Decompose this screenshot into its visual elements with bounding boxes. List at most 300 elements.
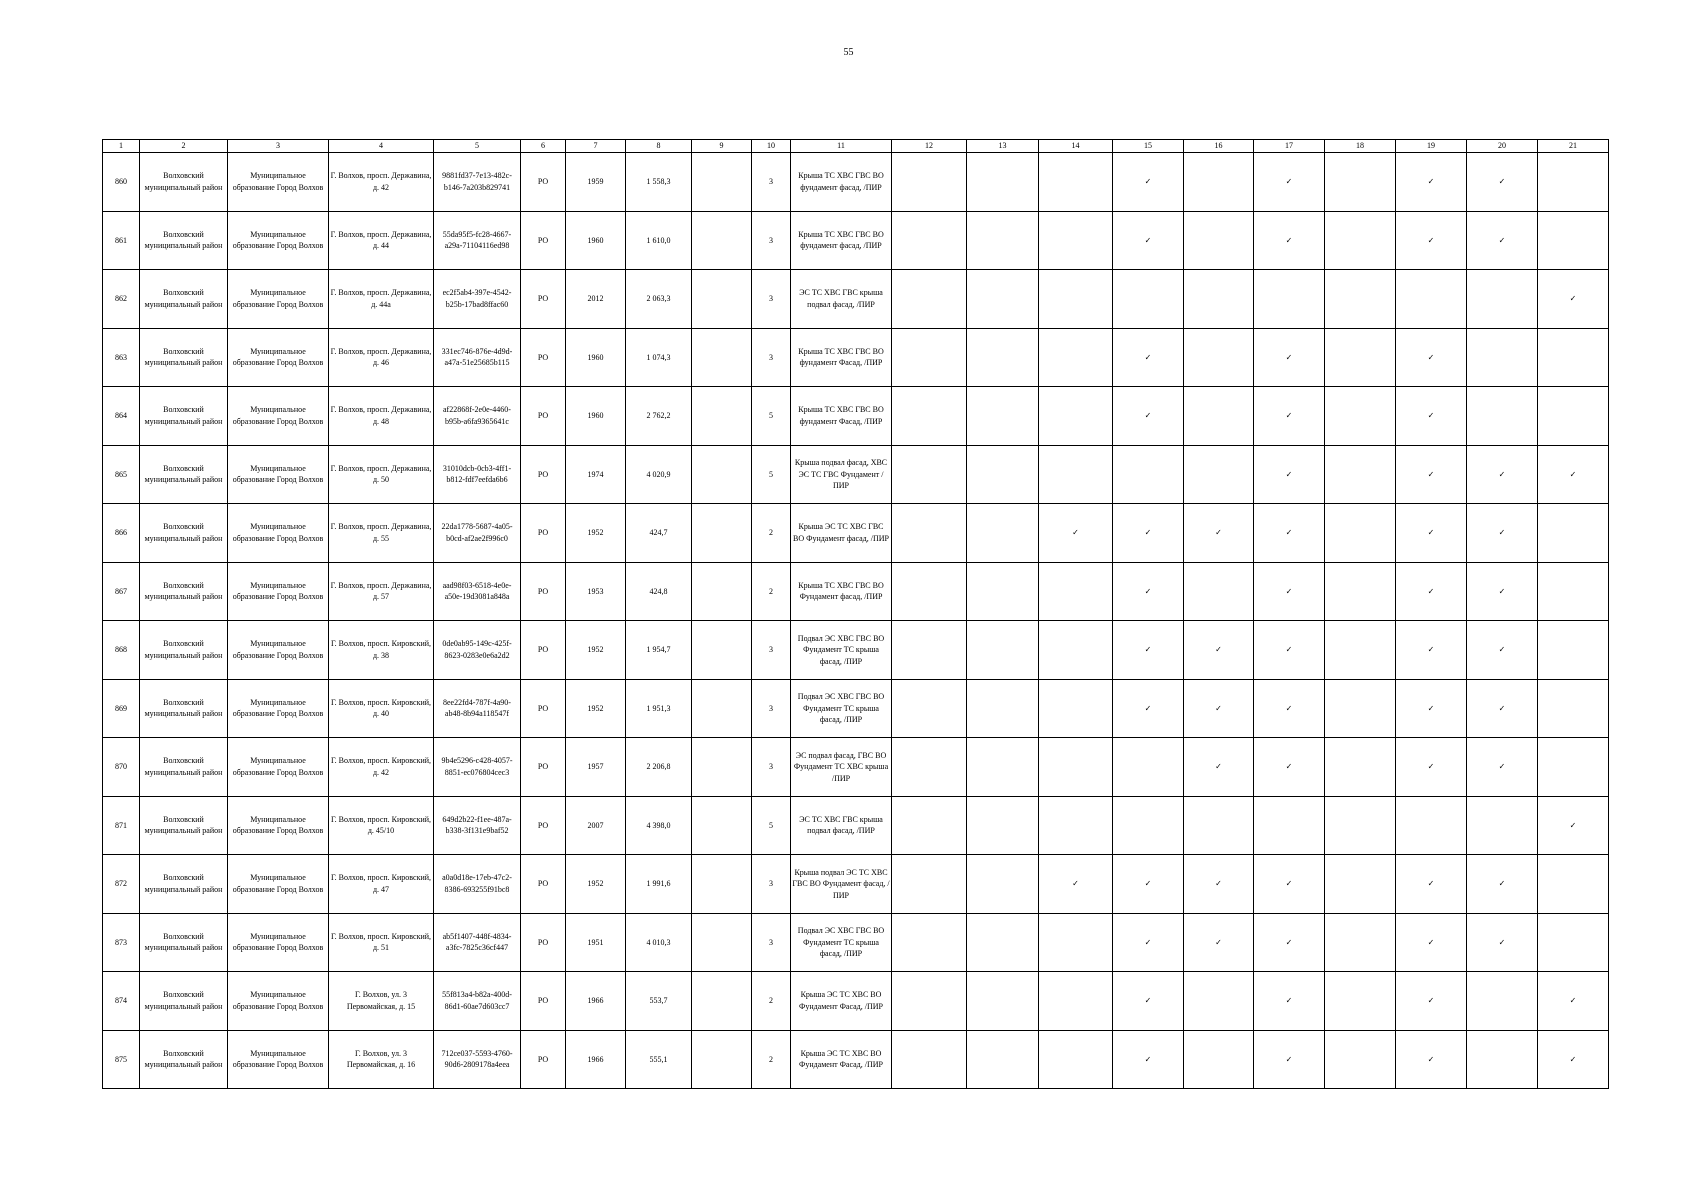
column-17-cell — [1254, 738, 1325, 797]
column-9-cell — [692, 270, 752, 329]
column-12-cell — [892, 387, 967, 446]
column-19-cell — [1396, 796, 1467, 855]
ownership-cell: РО — [521, 211, 566, 270]
column-13-cell — [967, 445, 1039, 504]
check-mark-icon: ✓ — [1144, 1054, 1152, 1064]
column-12-cell — [892, 796, 967, 855]
municipality-cell: Муниципальное образование Город Волхов — [228, 796, 329, 855]
year-cell: 2012 — [566, 270, 626, 329]
column-21-cell — [1538, 913, 1609, 972]
check-mark-icon: ✓ — [1215, 528, 1222, 537]
floors-cell: 2 — [752, 562, 791, 621]
guid-cell: 8ee22fd4-787f-4a90-ab48-8b94a118547f — [434, 679, 521, 738]
column-21-cell — [1538, 153, 1609, 212]
works-cell: Крыша ЭС ТС ХВС ВО Фундамент Фасад, /ПИР — [791, 972, 892, 1031]
column-21-cell — [1538, 621, 1609, 680]
column-9-cell — [692, 445, 752, 504]
guid-cell: 331ec746-876e-4d9d-a47a-51e25685b115 — [434, 328, 521, 387]
check-mark-icon: ✓ — [1285, 177, 1293, 186]
column-header-11: 11 — [791, 140, 892, 153]
ownership-cell: РО — [521, 445, 566, 504]
column-15-cell — [1113, 211, 1184, 270]
check-mark-icon: ✓ — [1144, 235, 1152, 245]
column-17-cell — [1254, 972, 1325, 1031]
municipality-cell: Муниципальное образование Город Волхов — [228, 504, 329, 563]
column-17-cell — [1254, 270, 1325, 329]
table-row — [103, 1030, 1609, 1089]
district-cell: Волховский муниципальный район — [140, 972, 228, 1031]
column-19-cell — [1396, 504, 1467, 563]
row-number-cell: 871 — [103, 796, 140, 855]
table-row — [103, 328, 1609, 387]
column-20-cell — [1467, 504, 1538, 563]
column-18-cell — [1325, 562, 1396, 621]
column-17-cell — [1254, 562, 1325, 621]
column-17-cell — [1254, 153, 1325, 212]
column-17-cell — [1254, 679, 1325, 738]
district-cell: Волховский муниципальный район — [140, 504, 228, 563]
table-row — [103, 562, 1609, 621]
buildings-table — [102, 139, 1609, 1089]
address-cell: Г. Волхов, просп. Державина, д. 57 — [329, 562, 434, 621]
table-body — [103, 153, 1609, 1089]
column-19-cell — [1396, 445, 1467, 504]
column-13-cell — [967, 796, 1039, 855]
check-mark-icon: ✓ — [1215, 937, 1222, 947]
check-mark-icon: ✓ — [1072, 528, 1079, 537]
column-12-cell — [892, 504, 967, 563]
column-14-cell — [1039, 211, 1113, 270]
guid-cell: aad98f03-6518-4e0e-a50e-19d3081a848a — [434, 562, 521, 621]
column-21-cell — [1538, 1030, 1609, 1089]
guid-cell: 649d2b22-f1ee-487a-b338-3f131e9baf52 — [434, 796, 521, 855]
year-cell: 1952 — [566, 504, 626, 563]
area-cell: 555,1 — [626, 1030, 692, 1089]
ownership-cell: РО — [521, 679, 566, 738]
column-16-cell — [1184, 270, 1254, 329]
works-cell: Крыша ТС ХВС ГВС ВО фундамент Фасад, /ПИР — [791, 387, 892, 446]
column-9-cell — [692, 621, 752, 680]
column-19-cell — [1396, 621, 1467, 680]
works-cell: Крыша подвал фасад, ХВС ЭС ТС ГВС Фундамент /ПИР — [791, 445, 892, 504]
row-number-cell: 861 — [103, 211, 140, 270]
check-mark-icon: ✓ — [1569, 820, 1577, 830]
column-13-cell — [967, 562, 1039, 621]
floors-cell: 3 — [752, 211, 791, 270]
table-row — [103, 445, 1609, 504]
address-cell: Г. Волхов, просп. Кировский, д. 38 — [329, 621, 434, 680]
guid-cell: 0de0ab95-149c-425f-8623-0283e0e6a2d2 — [434, 621, 521, 680]
column-header-17: 17 — [1254, 140, 1325, 153]
column-15-cell — [1113, 913, 1184, 972]
check-mark-icon: ✓ — [1498, 879, 1506, 888]
year-cell: 1966 — [566, 972, 626, 1031]
column-19-cell — [1396, 562, 1467, 621]
column-16-cell — [1184, 445, 1254, 504]
column-15-cell — [1113, 855, 1184, 914]
column-20-cell — [1467, 328, 1538, 387]
column-14-cell — [1039, 270, 1113, 329]
district-cell: Волховский муниципальный район — [140, 855, 228, 914]
area-cell: 553,7 — [626, 972, 692, 1031]
works-cell: Подвал ЭС ХВС ГВС ВО Фундамент ТС крыша фасад, /ПИР — [791, 621, 892, 680]
check-mark-icon: ✓ — [1285, 703, 1293, 713]
column-9-cell — [692, 738, 752, 797]
check-mark-icon: ✓ — [1427, 352, 1435, 362]
check-mark-icon: ✓ — [1427, 1054, 1435, 1064]
municipality-cell: Муниципальное образование Город Волхов — [228, 328, 329, 387]
municipality-cell: Муниципальное образование Город Волхов — [228, 153, 329, 212]
check-mark-icon: ✓ — [1285, 528, 1293, 537]
column-12-cell — [892, 972, 967, 1031]
column-13-cell — [967, 270, 1039, 329]
column-20-cell — [1467, 796, 1538, 855]
row-number-cell: 870 — [103, 738, 140, 797]
column-14-cell — [1039, 328, 1113, 387]
column-15-cell — [1113, 270, 1184, 329]
column-header-3: 3 — [228, 140, 329, 153]
column-9-cell — [692, 679, 752, 738]
column-9-cell — [692, 855, 752, 914]
column-13-cell — [967, 153, 1039, 212]
district-cell: Волховский муниципальный район — [140, 328, 228, 387]
column-9-cell — [692, 972, 752, 1031]
column-12-cell — [892, 211, 967, 270]
check-mark-icon: ✓ — [1144, 528, 1152, 537]
column-9-cell — [692, 328, 752, 387]
column-20-cell — [1467, 621, 1538, 680]
row-number-cell: 868 — [103, 621, 140, 680]
check-mark-icon: ✓ — [1427, 528, 1435, 537]
ownership-cell: РО — [521, 738, 566, 797]
district-cell: Волховский муниципальный район — [140, 621, 228, 680]
area-cell: 1 991,6 — [626, 855, 692, 914]
column-13-cell — [967, 504, 1039, 563]
column-9-cell — [692, 796, 752, 855]
check-mark-icon: ✓ — [1498, 937, 1506, 947]
column-14-cell — [1039, 387, 1113, 446]
column-17-cell — [1254, 211, 1325, 270]
district-cell: Волховский муниципальный район — [140, 679, 228, 738]
column-18-cell — [1325, 913, 1396, 972]
works-cell: Крыша ТС ХВС ГВС ВО фундамент фасад, /ПИР — [791, 153, 892, 212]
column-16-cell — [1184, 211, 1254, 270]
check-mark-icon: ✓ — [1427, 703, 1435, 713]
floors-cell: 3 — [752, 913, 791, 972]
check-mark-icon: ✓ — [1144, 703, 1152, 713]
area-cell: 424,7 — [626, 504, 692, 563]
check-mark-icon: ✓ — [1144, 352, 1152, 362]
district-cell: Волховский муниципальный район — [140, 270, 228, 329]
ownership-cell: РО — [521, 270, 566, 329]
table-row — [103, 738, 1609, 797]
column-9-cell — [692, 153, 752, 212]
column-12-cell — [892, 562, 967, 621]
area-cell: 2 762,2 — [626, 387, 692, 446]
column-17-cell — [1254, 445, 1325, 504]
column-14-cell — [1039, 972, 1113, 1031]
ownership-cell: РО — [521, 504, 566, 563]
address-cell: Г. Волхов, просп. Державина, д. 42 — [329, 153, 434, 212]
check-mark-icon: ✓ — [1569, 996, 1577, 1005]
column-21-cell — [1538, 679, 1609, 738]
ownership-cell: РО — [521, 913, 566, 972]
column-19-cell — [1396, 738, 1467, 797]
check-mark-icon: ✓ — [1498, 177, 1506, 186]
check-mark-icon: ✓ — [1427, 586, 1435, 596]
check-mark-icon: ✓ — [1427, 879, 1435, 888]
works-cell: Крыша подвал ЭС ТС ХВС ГВС ВО Фундамент фасад, /ПИР — [791, 855, 892, 914]
column-20-cell — [1467, 153, 1538, 212]
column-16-cell — [1184, 855, 1254, 914]
year-cell: 1953 — [566, 562, 626, 621]
column-14-cell — [1039, 913, 1113, 972]
column-21-cell — [1538, 445, 1609, 504]
column-12-cell — [892, 621, 967, 680]
column-14-cell — [1039, 445, 1113, 504]
column-13-cell — [967, 913, 1039, 972]
year-cell: 1960 — [566, 387, 626, 446]
municipality-cell: Муниципальное образование Город Волхов — [228, 855, 329, 914]
column-15-cell — [1113, 1030, 1184, 1089]
column-12-cell — [892, 738, 967, 797]
column-header-1: 1 — [103, 140, 140, 153]
column-14-cell — [1039, 153, 1113, 212]
floors-cell: 3 — [752, 153, 791, 212]
area-cell: 1 074,3 — [626, 328, 692, 387]
column-20-cell — [1467, 855, 1538, 914]
column-13-cell — [967, 621, 1039, 680]
year-cell: 1974 — [566, 445, 626, 504]
year-cell: 1952 — [566, 855, 626, 914]
check-mark-icon: ✓ — [1285, 879, 1293, 888]
floors-cell: 3 — [752, 855, 791, 914]
check-mark-icon: ✓ — [1215, 762, 1222, 771]
column-18-cell — [1325, 387, 1396, 446]
address-cell: Г. Волхов, просп. Кировский, д. 51 — [329, 913, 434, 972]
column-19-cell — [1396, 1030, 1467, 1089]
ownership-cell: РО — [521, 972, 566, 1031]
column-number-row — [103, 140, 1609, 153]
district-cell: Волховский муниципальный район — [140, 211, 228, 270]
column-12-cell — [892, 153, 967, 212]
column-15-cell — [1113, 562, 1184, 621]
column-17-cell — [1254, 621, 1325, 680]
check-mark-icon: ✓ — [1285, 762, 1293, 771]
column-14-cell — [1039, 504, 1113, 563]
column-16-cell — [1184, 328, 1254, 387]
column-16-cell — [1184, 913, 1254, 972]
check-mark-icon: ✓ — [1569, 1054, 1577, 1064]
column-18-cell — [1325, 972, 1396, 1031]
column-21-cell — [1538, 972, 1609, 1031]
column-20-cell — [1467, 679, 1538, 738]
ownership-cell: РО — [521, 328, 566, 387]
works-cell: Подвал ЭС ХВС ГВС ВО Фундамент ТС крыша фасад, /ПИР — [791, 679, 892, 738]
works-cell: Подвал ЭС ХВС ГВС ВО Фундамент ТС крыша фасад, /ПИР — [791, 913, 892, 972]
column-16-cell — [1184, 562, 1254, 621]
row-number-cell: 874 — [103, 972, 140, 1031]
column-13-cell — [967, 211, 1039, 270]
column-15-cell — [1113, 972, 1184, 1031]
column-18-cell — [1325, 1030, 1396, 1089]
column-14-cell — [1039, 1030, 1113, 1089]
area-cell: 4 398,0 — [626, 796, 692, 855]
column-12-cell — [892, 270, 967, 329]
column-17-cell — [1254, 387, 1325, 446]
year-cell: 1952 — [566, 679, 626, 738]
address-cell: Г. Волхов, просп. Державина, д. 44 — [329, 211, 434, 270]
check-mark-icon: ✓ — [1285, 235, 1293, 245]
year-cell: 1966 — [566, 1030, 626, 1089]
floors-cell: 5 — [752, 387, 791, 446]
column-19-cell — [1396, 913, 1467, 972]
table-row — [103, 270, 1609, 329]
column-14-cell — [1039, 562, 1113, 621]
column-20-cell — [1467, 445, 1538, 504]
column-12-cell — [892, 328, 967, 387]
district-cell: Волховский муниципальный район — [140, 387, 228, 446]
column-header-2: 2 — [140, 140, 228, 153]
column-9-cell — [692, 211, 752, 270]
check-mark-icon: ✓ — [1144, 177, 1152, 186]
column-18-cell — [1325, 211, 1396, 270]
column-21-cell — [1538, 387, 1609, 446]
check-mark-icon: ✓ — [1427, 469, 1435, 479]
area-cell: 2 063,3 — [626, 270, 692, 329]
check-mark-icon: ✓ — [1144, 937, 1152, 947]
check-mark-icon: ✓ — [1427, 177, 1435, 186]
column-16-cell — [1184, 972, 1254, 1031]
guid-cell: 712ce037-5593-4760-90d6-2809178a4eea — [434, 1030, 521, 1089]
table-row — [103, 855, 1609, 914]
column-15-cell — [1113, 679, 1184, 738]
address-cell: Г. Волхов, ул. 3 Первомайская, д. 15 — [329, 972, 434, 1031]
district-cell: Волховский муниципальный район — [140, 153, 228, 212]
address-cell: Г. Волхов, просп. Державина, д. 46 — [329, 328, 434, 387]
address-cell: Г. Волхов, просп. Державина, д. 48 — [329, 387, 434, 446]
check-mark-icon: ✓ — [1498, 469, 1506, 479]
row-number-cell: 866 — [103, 504, 140, 563]
ownership-cell: РО — [521, 1030, 566, 1089]
column-12-cell — [892, 913, 967, 972]
year-cell: 1959 — [566, 153, 626, 212]
row-number-cell: 860 — [103, 153, 140, 212]
column-20-cell — [1467, 211, 1538, 270]
year-cell: 1957 — [566, 738, 626, 797]
column-header-5: 5 — [434, 140, 521, 153]
column-header-6: 6 — [521, 140, 566, 153]
year-cell: 1952 — [566, 621, 626, 680]
column-header-20: 20 — [1467, 140, 1538, 153]
municipality-cell: Муниципальное образование Город Волхов — [228, 211, 329, 270]
column-16-cell — [1184, 738, 1254, 797]
ownership-cell: РО — [521, 621, 566, 680]
check-mark-icon: ✓ — [1285, 645, 1293, 654]
works-cell: Крыша ТС ХВС ГВС ВО Фундамент фасад, /ПИР — [791, 562, 892, 621]
column-19-cell — [1396, 972, 1467, 1031]
column-13-cell — [967, 855, 1039, 914]
check-mark-icon: ✓ — [1144, 645, 1152, 654]
floors-cell: 3 — [752, 328, 791, 387]
column-12-cell — [892, 1030, 967, 1089]
column-15-cell — [1113, 621, 1184, 680]
check-mark-icon: ✓ — [1498, 235, 1506, 245]
address-cell: Г. Волхов, просп. Кировский, д. 47 — [329, 855, 434, 914]
column-17-cell — [1254, 1030, 1325, 1089]
check-mark-icon: ✓ — [1285, 937, 1293, 947]
address-cell: Г. Волхов, просп. Державина, д. 44а — [329, 270, 434, 329]
check-mark-icon: ✓ — [1285, 469, 1293, 479]
year-cell: 1960 — [566, 328, 626, 387]
guid-cell: af22868f-2e0e-4460-b95b-a6fa9365641c — [434, 387, 521, 446]
column-header-15: 15 — [1113, 140, 1184, 153]
municipality-cell: Муниципальное образование Город Волхов — [228, 445, 329, 504]
check-mark-icon: ✓ — [1427, 996, 1435, 1005]
column-17-cell — [1254, 504, 1325, 563]
column-18-cell — [1325, 328, 1396, 387]
table-row — [103, 387, 1609, 446]
column-header-13: 13 — [967, 140, 1039, 153]
row-number-cell: 863 — [103, 328, 140, 387]
check-mark-icon: ✓ — [1498, 586, 1506, 596]
municipality-cell: Муниципальное образование Город Волхов — [228, 270, 329, 329]
column-16-cell — [1184, 387, 1254, 446]
column-20-cell — [1467, 913, 1538, 972]
column-9-cell — [692, 504, 752, 563]
column-21-cell — [1538, 270, 1609, 329]
check-mark-icon: ✓ — [1285, 411, 1293, 420]
column-19-cell — [1396, 387, 1467, 446]
column-15-cell — [1113, 504, 1184, 563]
address-cell: Г. Волхов, просп. Кировский, д. 40 — [329, 679, 434, 738]
table-row — [103, 913, 1609, 972]
column-16-cell — [1184, 153, 1254, 212]
address-cell: Г. Волхов, просп. Державина, д. 55 — [329, 504, 434, 563]
guid-cell: 9881fd37-7e13-482c-b146-7a203b829741 — [434, 153, 521, 212]
address-cell: Г. Волхов, просп. Кировский, д. 42 — [329, 738, 434, 797]
column-9-cell — [692, 1030, 752, 1089]
guid-cell: 55da95f5-fc28-4667-a29a-71104116ed98 — [434, 211, 521, 270]
ownership-cell: РО — [521, 855, 566, 914]
guid-cell: ec2f5ab4-397e-4542-b25b-17bad8ffac60 — [434, 270, 521, 329]
column-12-cell — [892, 679, 967, 738]
district-cell: Волховский муниципальный район — [140, 562, 228, 621]
check-mark-icon: ✓ — [1569, 294, 1577, 303]
area-cell: 2 206,8 — [626, 738, 692, 797]
column-16-cell — [1184, 679, 1254, 738]
column-16-cell — [1184, 796, 1254, 855]
municipality-cell: Муниципальное образование Город Волхов — [228, 1030, 329, 1089]
check-mark-icon: ✓ — [1285, 586, 1293, 596]
floors-cell: 3 — [752, 270, 791, 329]
check-mark-icon: ✓ — [1498, 528, 1506, 537]
column-19-cell — [1396, 270, 1467, 329]
column-header-7: 7 — [566, 140, 626, 153]
floors-cell: 3 — [752, 679, 791, 738]
address-cell: Г. Волхов, просп. Державина, д. 50 — [329, 445, 434, 504]
area-cell: 424,8 — [626, 562, 692, 621]
column-18-cell — [1325, 445, 1396, 504]
column-21-cell — [1538, 211, 1609, 270]
column-15-cell — [1113, 387, 1184, 446]
municipality-cell: Муниципальное образование Город Волхов — [228, 621, 329, 680]
check-mark-icon: ✓ — [1072, 879, 1079, 888]
column-20-cell — [1467, 270, 1538, 329]
district-cell: Волховский муниципальный район — [140, 1030, 228, 1089]
table-row — [103, 211, 1609, 270]
column-9-cell — [692, 562, 752, 621]
